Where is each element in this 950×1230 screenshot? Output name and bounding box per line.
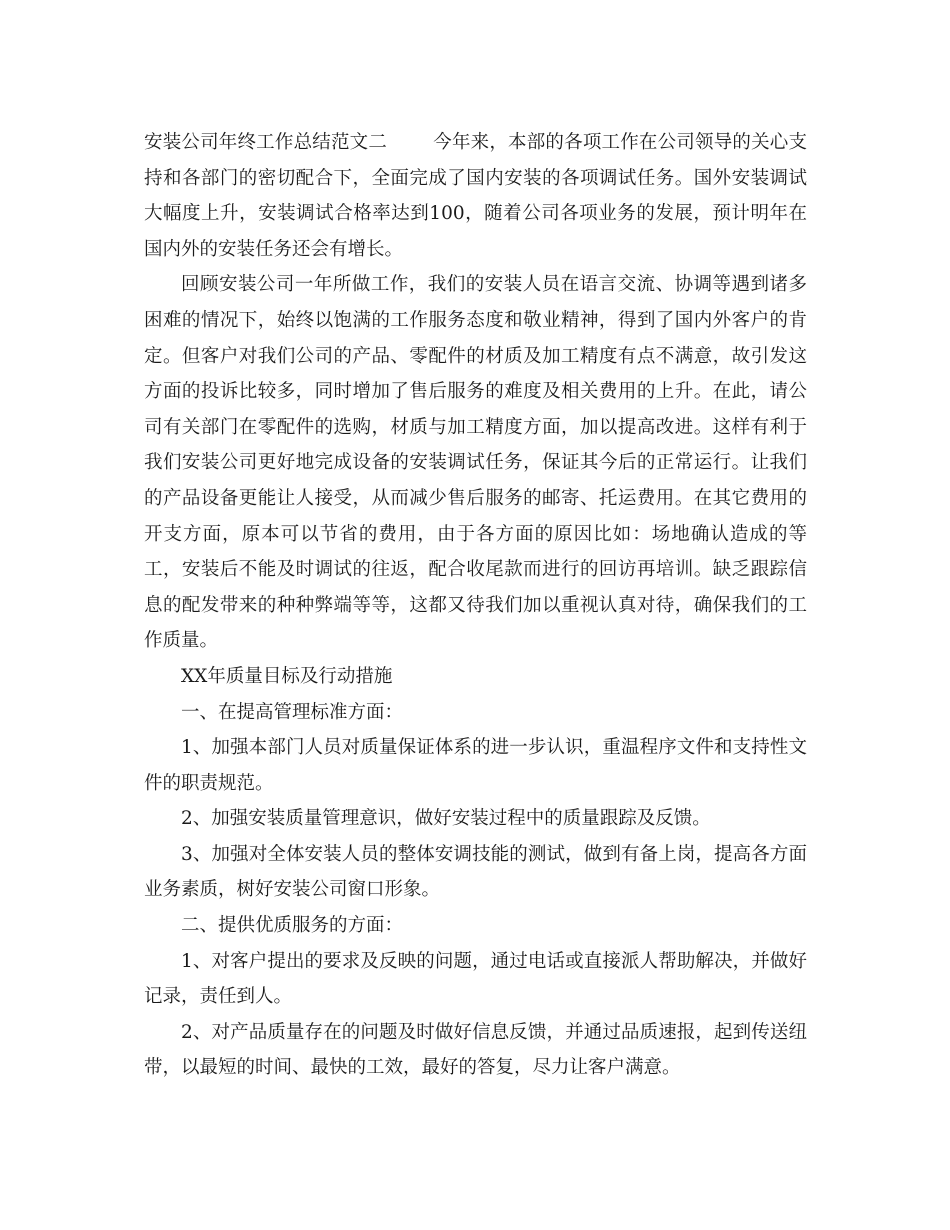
subheading-management-standards: 一、在提高管理标准方面： [181, 701, 404, 723]
list-item-management-2: 2、加强安装质量管理意识，做好安装过程中的质量跟踪及反馈。 [181, 808, 711, 830]
list-item-service-1: 1、对客户提出的要求及反映的问题，通过电话或直接派人帮助解决，并做好记录，责任到人。 [144, 950, 807, 1008]
intro-text: 今年来，本部的各项工作在公司领导的关心支持和各部门的密切配合下，全面完成了国内安装的各项调试任务。国外安装调试大幅度上升，安装调试合格率达到100，随着公司各项业务的发展，预计明年在国内外的安装任务还会有增长。 [144, 132, 807, 260]
document-body [144, 125, 807, 1086]
list-item-service-2: 2、对产品质量存在的问题及时做好信息反馈，并通过品质速报，起到传送纽带，以最短的时间、最快的工效，最好的答复，尽力让客户满意。 [144, 1021, 807, 1079]
section-heading-quality-goals: XX年质量目标及行动措施 [181, 665, 393, 687]
list-item-management-1: 1、加强本部门人员对质量保证体系的进一步认识，重温程序文件和支持性文件的职责规范。 [144, 737, 807, 794]
list-item-management-3: 3、加强对全体安装人员的整体安调技能的测试，做到有备上岗，提高各方面业务素质，树好安装公司窗口形象。 [144, 843, 807, 901]
document-title: 安装公司年终工作总结范文二 [144, 132, 388, 153]
subheading-quality-service: 二、提供优质服务的方面： [181, 915, 404, 937]
opening-paragraph [144, 125, 807, 267]
review-paragraph: 回顾安装公司一年所做工作，我们的安装人员在语言交流、协调等遇到诸多困难的情况下，始终以饱满的工作服务态度和敬业精神，得到了国内外客户的肯定。但客户对我们公司的产品、零配件的材质及加工精度有点不满意，故引发这方面的投诉比较多，同时增加了售后服务的难度及相关费用的上升。在此，请公司有关部门在零配件的选购，材质与加工精度方面，加以提高改进。这样有利于我们安装公司更好地完成设备的安装调试任务，保证其今后的正常运行。让我们的产品设备更能让人接受，从而减少售后服务的邮寄、托运费用。在其它费用的开支方面，原本可以节省的费用，由于各方面的原因比如：场地确认造成的等工，安装后不能及时调试的往返，配合收尾款而进行的回访再培训。缺乏跟踪信息的配发带来的种种弊端等等，这都又待我们加以重视认真对待，确保我们的工作质量。 [144, 274, 807, 652]
